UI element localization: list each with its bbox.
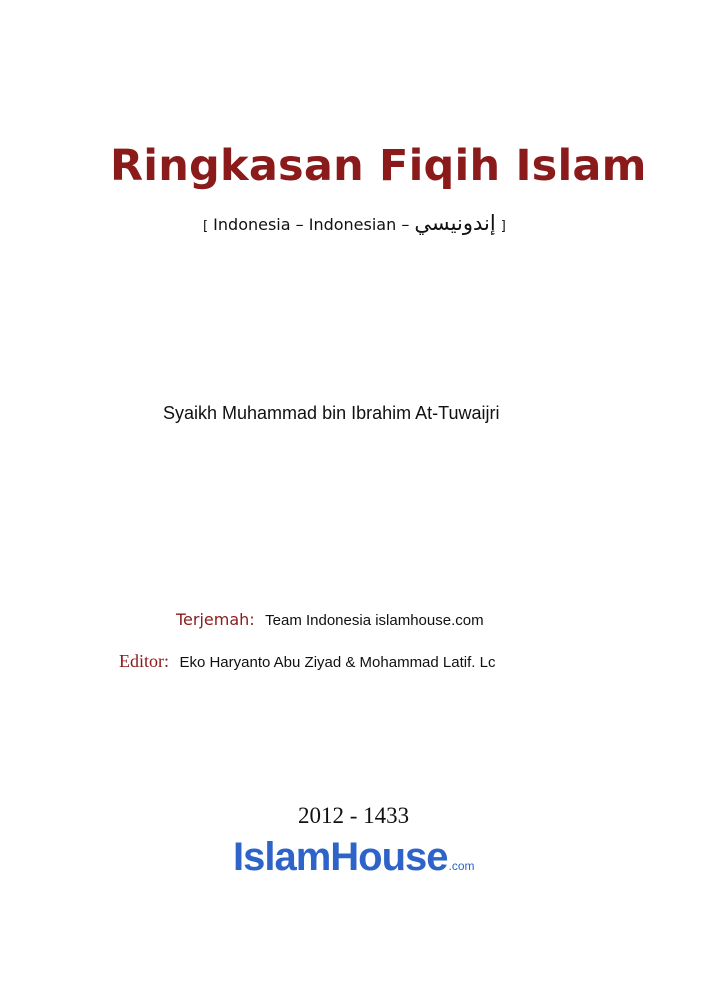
author-name: Syaikh Muhammad bin Ibrahim At-Tuwaijri bbox=[163, 403, 500, 423]
publication-year: 2012 - 1433 bbox=[298, 803, 410, 828]
language-line bbox=[203, 208, 543, 242]
language-arabic: إندونيسي bbox=[414, 211, 496, 235]
close-bracket: ] bbox=[500, 219, 506, 234]
language-text: Indonesia – Indonesian – bbox=[213, 215, 410, 234]
logo-suffix-text: .com bbox=[448, 859, 475, 873]
translator-line bbox=[176, 607, 576, 634]
translator-value: Team Indonesia islamhouse.com bbox=[265, 612, 484, 629]
document-title: Ringkasan Fiqih Islam bbox=[110, 141, 647, 191]
islamhouse-logo bbox=[233, 834, 503, 880]
translator-label: Terjemah: bbox=[176, 610, 255, 629]
editor-line bbox=[119, 647, 619, 677]
editor-label: Editor: bbox=[119, 651, 169, 671]
editor-value: Eko Haryanto Abu Ziyad & Mohammad Latif. Lc bbox=[179, 654, 496, 671]
open-bracket: [ bbox=[203, 219, 209, 234]
logo-main-text: IslamHouse bbox=[233, 835, 448, 879]
